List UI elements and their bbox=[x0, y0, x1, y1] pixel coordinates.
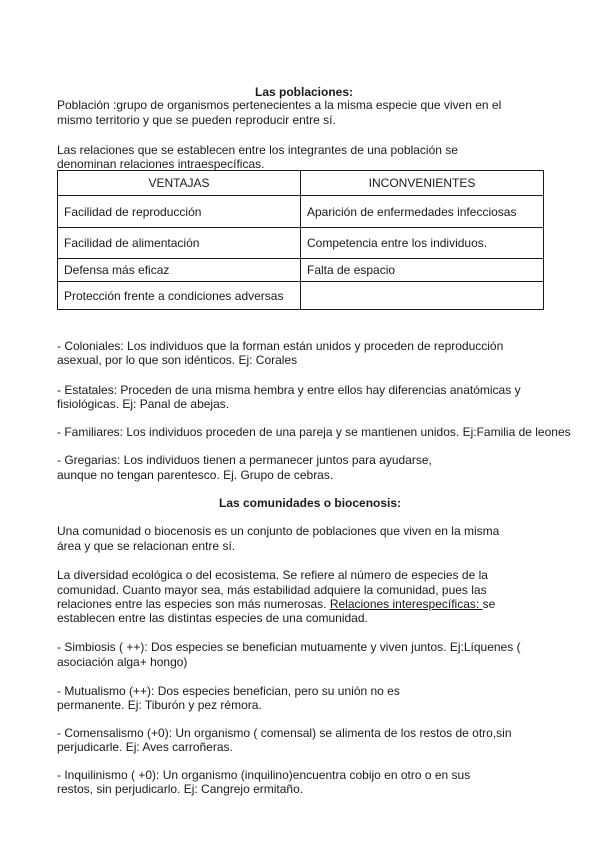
simbiosis-line1: - Simbiosis ( ++): Dos especies se benefician mutuamente y viven juntos. Ej:Líquenes ( bbox=[57, 640, 521, 654]
relaciones-interespecificas-term: Relaciones interespecíficas: bbox=[329, 597, 483, 611]
estatales-line2: fisiológicas. Ej: Panal de abejas. bbox=[57, 397, 230, 411]
comensalismo-line1: - Comensalismo (+0): Un organismo ( comensal) se alimenta de los restos de otro,sin bbox=[57, 726, 512, 740]
relaciones-intro-line1: Las relaciones que se establecen entre los integrantes de una población se bbox=[57, 143, 458, 157]
inquilinismo-line2: restos, sin perjudicarlo. Ej: Cangrejo ermitaño. bbox=[57, 782, 304, 796]
table-row bbox=[58, 196, 544, 228]
diversidad-line1: La diversidad ecológica o del ecosistema. Se refiere al número de especies de la bbox=[57, 568, 488, 582]
comensalismo-line2: perjudicarle. Ej: Aves carroñeras. bbox=[57, 740, 233, 754]
table-cell: Facilidad de alimentación bbox=[58, 228, 301, 259]
ventajas-inconvenientes-table bbox=[57, 170, 544, 310]
table-row bbox=[58, 282, 544, 310]
section-title-poblaciones: Las poblaciones: bbox=[255, 85, 354, 99]
poblacion-definition-line2: mismo territorio y que se pueden reproducir entre sí. bbox=[57, 113, 336, 127]
table-cell: Falta de espacio bbox=[301, 259, 544, 282]
table-cell: Defensa más eficaz bbox=[58, 259, 301, 282]
inquilinismo-line1: - Inquilinismo ( +0): Un organismo (inquilino)encuentra cobijo en otro o en sus bbox=[57, 768, 471, 782]
table-cell: Protección frente a condiciones adversas bbox=[58, 282, 301, 310]
mutualismo-line2: permanente. Ej: Tiburón y pez rémora. bbox=[57, 698, 262, 712]
table-row bbox=[58, 259, 544, 282]
coloniales-line2: asexual, por lo que son idénticos. Ej: Corales bbox=[57, 353, 298, 367]
gregarias-line2: aunque no tengan parentesco. Ej. Grupo de cebras. bbox=[57, 468, 334, 482]
table-cell: Competencia entre los individuos. bbox=[301, 228, 544, 259]
comunidad-definition-line2: área y que se relacionan entre sí. bbox=[57, 539, 236, 553]
relaciones-intro-line2: denominan relaciones intraespecíficas. bbox=[57, 157, 265, 171]
coloniales-line1: - Coloniales: Los individuos que la forman están unidos y proceden de reproducción bbox=[57, 339, 504, 353]
familiares-line1: - Familiares: Los individuos proceden de una pareja y se mantienen unidos. Ej:Familia de leones bbox=[57, 425, 571, 439]
diversidad-line3-end: se bbox=[482, 597, 496, 611]
poblacion-definition-line1: Población :grupo de organismos pertenecientes a la misma especie que viven en el bbox=[57, 98, 502, 112]
section-title-comunidades: Las comunidades o biocenosis: bbox=[219, 496, 402, 510]
estatales-line1: - Estatales: Proceden de una misma hembra y entre ellos hay diferencias anatómicas y bbox=[57, 383, 521, 397]
diversidad-line3-text: relaciones entre las especies son más numerosas. bbox=[57, 597, 330, 611]
table-cell: Facilidad de reproducción bbox=[58, 196, 301, 228]
comunidad-definition-line1: Una comunidad o biocenosis es un conjunto de poblaciones que viven en la misma bbox=[57, 524, 500, 538]
diversidad-line3 bbox=[57, 597, 495, 611]
diversidad-line2: comunidad. Cuanto mayor sea, más estabilidad adquiere la comunidad, pues las bbox=[57, 583, 487, 597]
gregarias-line1: - Gregarias: Los individuos tienen a permanecer juntos para ayudarse, bbox=[57, 453, 432, 467]
table-cell bbox=[301, 282, 544, 310]
table-cell: Aparición de enfermedades infecciosas bbox=[301, 196, 544, 228]
table-header-row bbox=[58, 171, 544, 196]
diversidad-line4: establecen entre las distintas especies de una comunidad. bbox=[57, 611, 368, 625]
mutualismo-line1: - Mutualismo (++): Dos especies benefician, pero su unión no es bbox=[57, 684, 400, 698]
table-row bbox=[58, 228, 544, 259]
header-inconvenientes: INCONVENIENTES bbox=[301, 171, 544, 196]
simbiosis-line2: asociación alga+ hongo) bbox=[57, 655, 188, 669]
header-ventajas: VENTAJAS bbox=[58, 171, 301, 196]
